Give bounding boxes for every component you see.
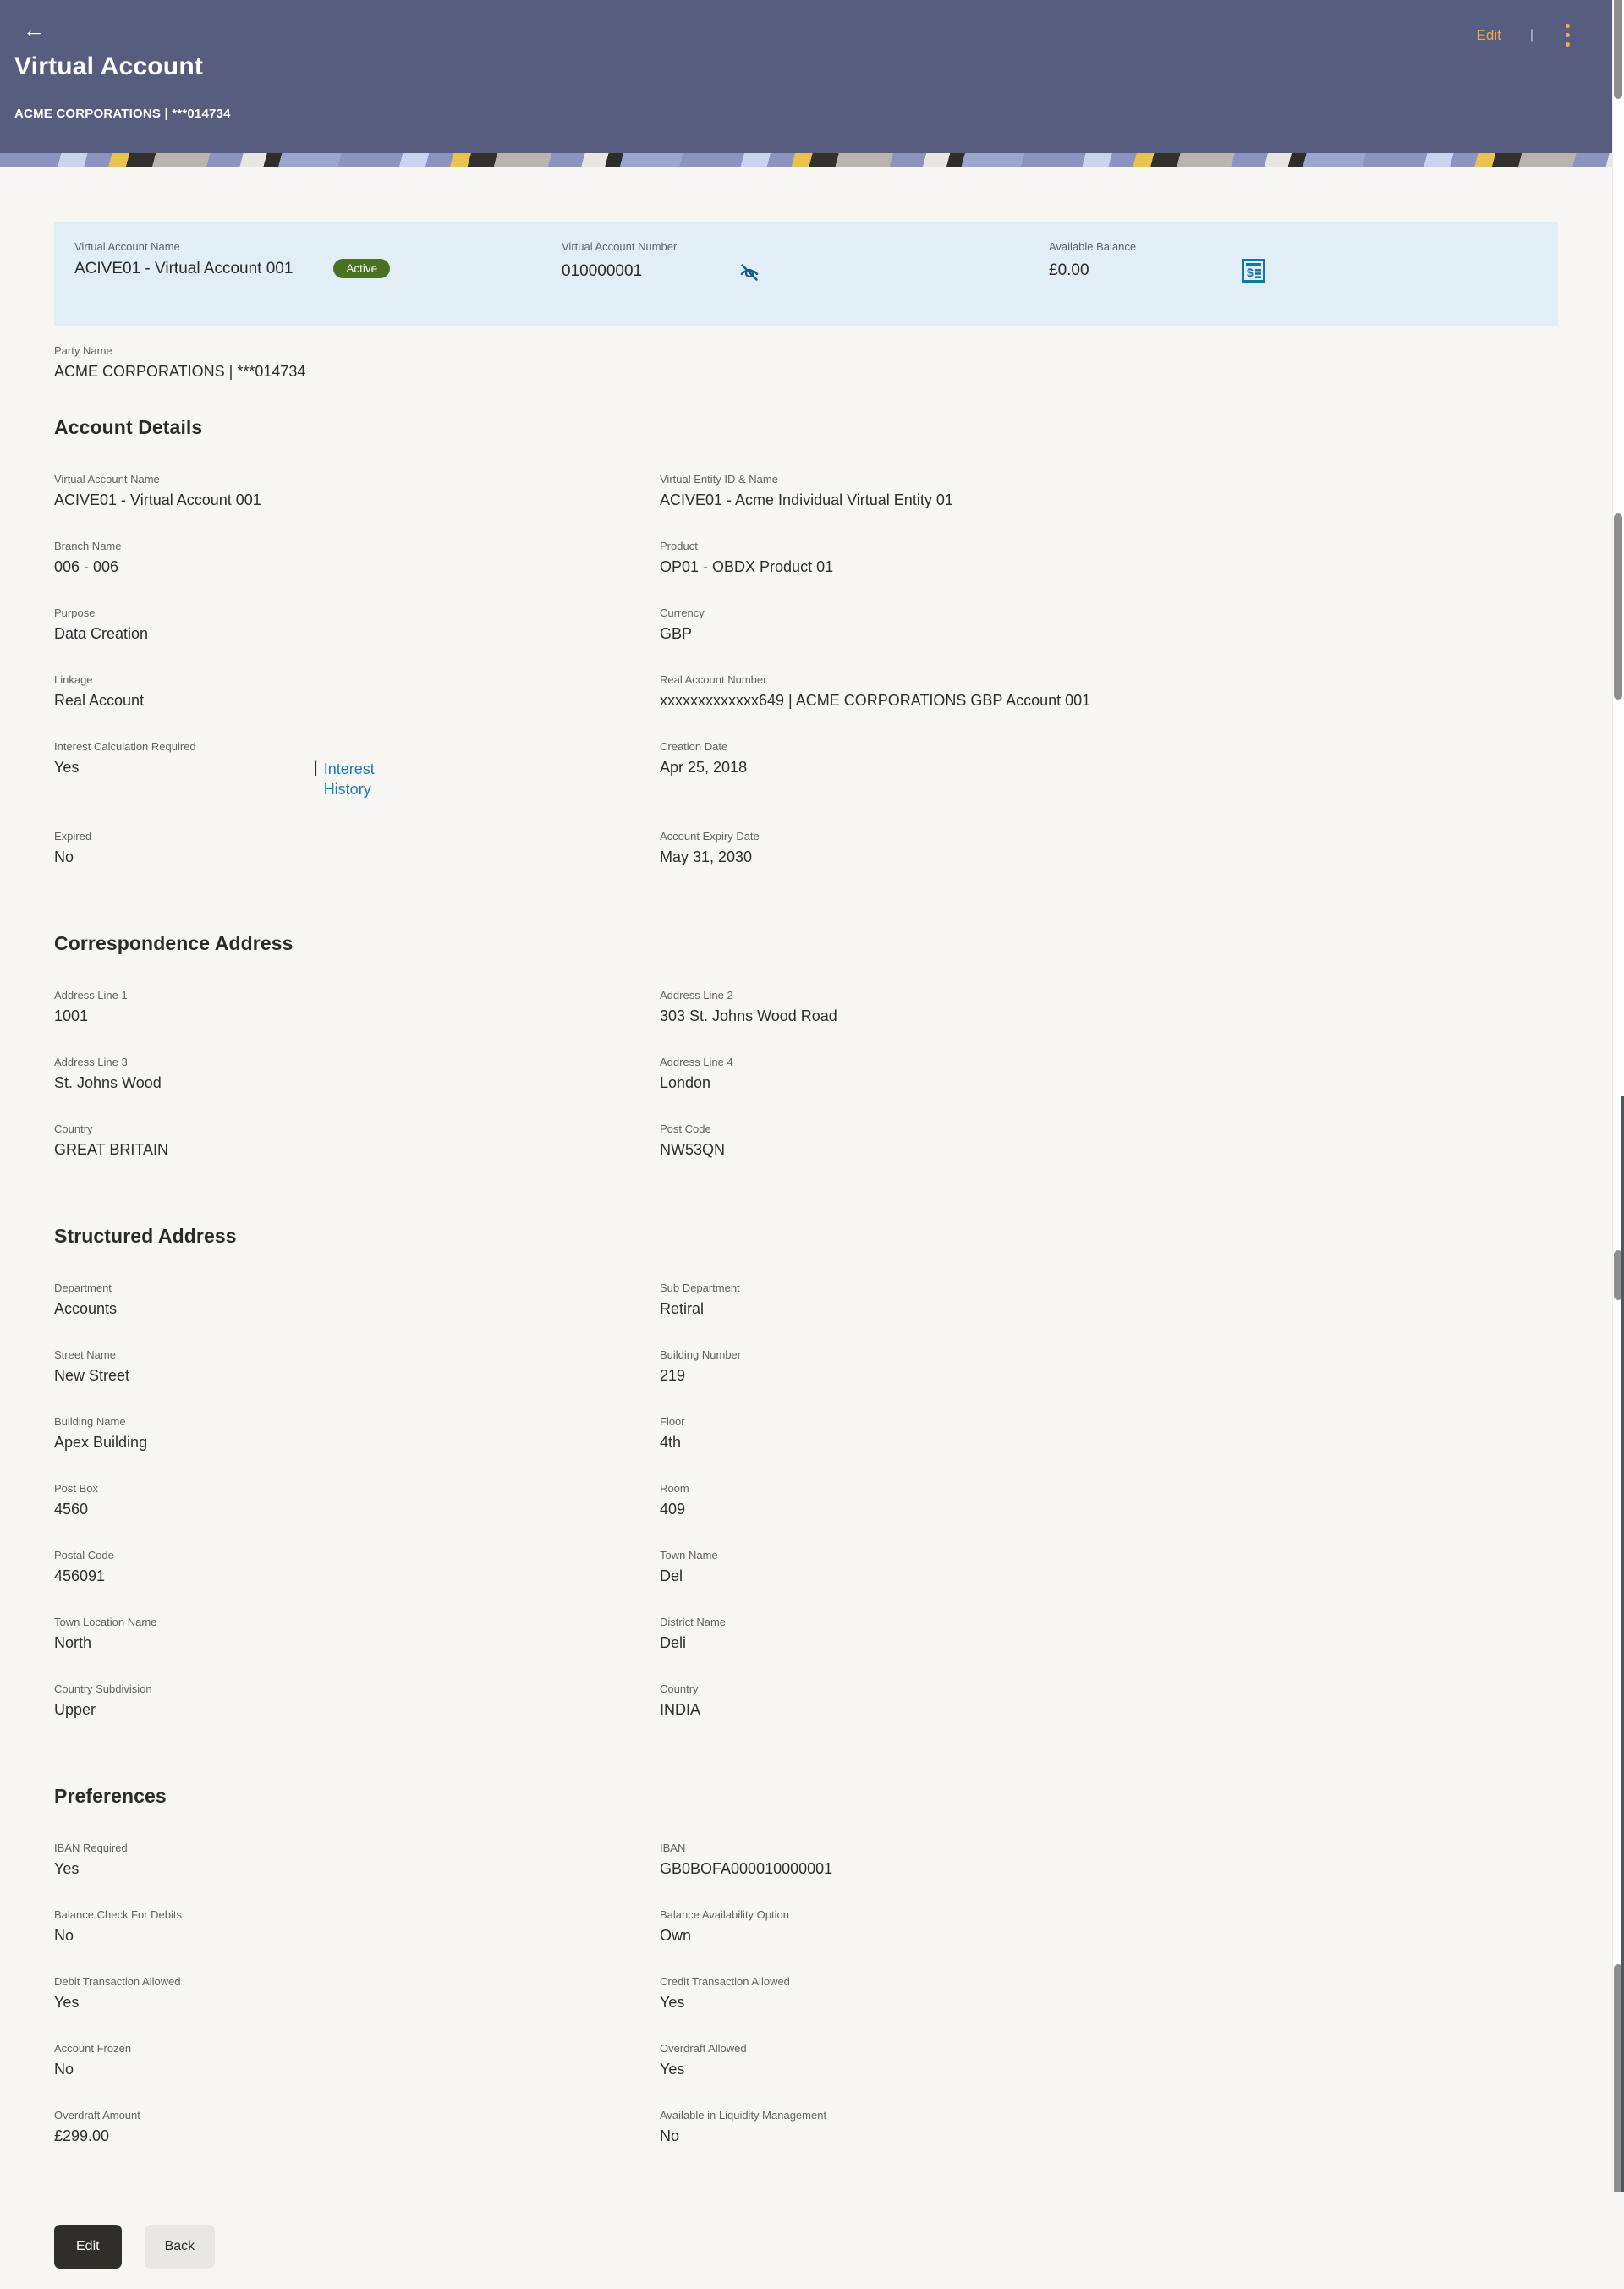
field-value-row: [54, 1135, 660, 1159]
field: [660, 2109, 1558, 2145]
field: [660, 1415, 1558, 1452]
section: [54, 1225, 1558, 1749]
summary-account-name: [74, 240, 562, 326]
field: [54, 1908, 660, 1945]
section: [54, 932, 1558, 1189]
field-value: No: [660, 2127, 680, 2144]
section: [54, 416, 1558, 897]
field-value-row: [660, 843, 1558, 866]
field: [54, 740, 660, 799]
field-label: District Name: [660, 1616, 727, 1628]
field-value: No: [54, 848, 74, 865]
field: [54, 607, 660, 643]
field-value: 456091: [54, 1567, 106, 1584]
field-label: Expired: [54, 830, 92, 843]
field-label: Post Code: [660, 1123, 711, 1135]
back-button[interactable]: Back: [145, 2225, 216, 2269]
field-value: £0.00: [1049, 261, 1089, 279]
field-value-row: [660, 486, 1558, 509]
svg-text:$: $: [1246, 266, 1254, 279]
field-value-row: [54, 1921, 660, 1945]
field: [660, 673, 1558, 710]
page-subtitle: ACME CORPORATIONS | ***014734: [14, 107, 231, 121]
field-label: Country Subdivision: [54, 1682, 152, 1695]
field-value: 303 St. Johns Wood Road: [660, 1007, 837, 1024]
field-value: Yes: [54, 1994, 80, 2011]
field-label: Address Line 4: [660, 1056, 733, 1068]
page-title: Virtual Account: [14, 52, 204, 80]
field-label: Balance Check For Debits: [54, 1908, 183, 1921]
field-value-row: [54, 619, 660, 643]
field-label: Department: [54, 1282, 112, 1294]
status-badge: Active: [333, 259, 390, 278]
kebab-menu-icon[interactable]: [1562, 22, 1573, 48]
field-label: Real Account Number: [660, 673, 767, 686]
field: [54, 540, 660, 576]
field-label: Overdraft Allowed: [660, 2042, 747, 2055]
field: [660, 1682, 1558, 1719]
field: [660, 1842, 1558, 1878]
field: [54, 673, 660, 710]
field: [660, 740, 1558, 799]
field: [660, 830, 1558, 866]
field-label: Sub Department: [660, 1282, 740, 1294]
field: [54, 830, 660, 866]
field-value: £299.00: [54, 2127, 110, 2144]
field-label: Virtual Entity ID & Name: [660, 473, 778, 486]
field-value: Yes: [54, 759, 80, 776]
field-label: Available Balance: [1049, 240, 1137, 253]
field-label: Debit Transaction Allowed: [54, 1975, 181, 1988]
field-value: ACIVE01 - Acme Individual Virtual Entity 01: [660, 491, 953, 508]
field-value: May 31, 2030: [660, 848, 753, 865]
field-value-row: [54, 1628, 660, 1652]
field-value: Deli: [660, 1634, 687, 1651]
field: [54, 1682, 660, 1719]
field-label: Credit Transaction Allowed: [660, 1975, 790, 1988]
party-name-field: [54, 344, 1558, 381]
field-value-row: [54, 1294, 660, 1318]
field-value-row: [660, 1294, 1558, 1318]
field-value-row: [660, 1988, 1558, 2012]
field-value-row: [54, 1988, 660, 2012]
field-value-row: [54, 1002, 660, 1025]
field-value: NW53QN: [660, 1141, 726, 1158]
header-divider: |: [1529, 27, 1533, 42]
field-label: Virtual Account Name: [54, 473, 160, 486]
field-label: IBAN: [660, 1842, 686, 1854]
field-value-row: [660, 1002, 1558, 1025]
header-actions: [1477, 22, 1573, 48]
field: [660, 1975, 1558, 2012]
field-value: Del: [660, 1567, 683, 1584]
field-value: New Street: [54, 1367, 130, 1384]
field-value: 010000001: [562, 262, 643, 280]
field: [660, 2042, 1558, 2078]
field-value: GB0BOFA000010000001: [660, 1860, 833, 1877]
field-value: Retiral: [660, 1300, 705, 1317]
field-value-row: [54, 1495, 660, 1518]
field-value: OP01 - OBDX Product 01: [660, 558, 834, 575]
summary-available-balance: [1049, 240, 1536, 326]
field-value-row: [660, 753, 1558, 777]
field-value-row: [660, 1921, 1558, 1945]
decorative-collage-strip: [0, 151, 1624, 167]
field-value: 4th: [660, 1434, 682, 1451]
field-value-row: [660, 1068, 1558, 1092]
field-value: 4560: [54, 1501, 89, 1518]
field-value: Yes: [54, 1860, 80, 1877]
field-value: Apr 25, 2018: [660, 759, 748, 776]
field-label: Street Name: [54, 1348, 116, 1361]
eye-slash-icon[interactable]: [737, 259, 762, 284]
field-value: ACIVE01 - Virtual Account 001: [54, 491, 261, 508]
field-value: xxxxxxxxxxxxx649 | ACME CORPORATIONS GBP Account 001: [660, 692, 1091, 709]
fields-grid: [54, 989, 1558, 1189]
field-value: St. Johns Wood: [54, 1074, 162, 1091]
field-label: Product: [660, 540, 698, 552]
field-label: Branch Name: [54, 540, 122, 552]
field: [54, 1975, 660, 2012]
field: [660, 989, 1558, 1025]
field-label: Country: [54, 1123, 93, 1135]
header-edit-link[interactable]: Edit: [1476, 26, 1501, 43]
field: [54, 1056, 660, 1092]
field-value-row: [660, 619, 1558, 643]
field-value-row: [54, 486, 660, 509]
field: [54, 1348, 660, 1385]
field: [660, 1056, 1558, 1092]
field-label: Building Name: [54, 1415, 126, 1428]
field-value: GREAT BRITAIN: [54, 1141, 169, 1158]
field-value: 409: [660, 1501, 686, 1518]
field-label: Virtual Account Number: [562, 240, 678, 253]
field-label: Postal Code: [54, 1549, 114, 1562]
field-label: Town Location Name: [54, 1616, 157, 1628]
fields-grid: [54, 1282, 1558, 1749]
field-value-row: [660, 1495, 1558, 1518]
field: [54, 473, 660, 509]
field-label: Town Name: [660, 1549, 718, 1562]
field-value: INDIA: [660, 1701, 701, 1718]
main-content: [0, 167, 1624, 2289]
field-value-row: [660, 1428, 1558, 1452]
field-value: 1001: [54, 1007, 89, 1024]
field-value-row: [660, 552, 1558, 576]
field-value: GBP: [660, 625, 693, 642]
field-value: North: [54, 1634, 92, 1651]
field: [660, 1348, 1558, 1385]
field-label: Virtual Account Name: [74, 240, 180, 253]
account-summary-card: [54, 222, 1558, 326]
field: [660, 1123, 1558, 1159]
scrollbar-thumb[interactable]: [1614, 0, 1622, 99]
field-label: Creation Date: [660, 740, 728, 753]
field-value-row: [660, 1562, 1558, 1585]
field-label: Account Frozen: [54, 2042, 132, 2055]
field-label: Floor: [660, 1415, 685, 1428]
field-value-row: [54, 1854, 660, 1878]
field: [54, 989, 660, 1025]
footer-actions: [54, 2225, 1558, 2289]
field: [54, 1123, 660, 1159]
field: [660, 540, 1558, 576]
field: [660, 607, 1558, 643]
link-separator: |: [314, 759, 318, 776]
field-value-row: [660, 1854, 1558, 1878]
section-title: Preferences: [54, 1785, 167, 1807]
field: [660, 1616, 1558, 1652]
field-value-row: [54, 1068, 660, 1092]
field-value-row: [54, 753, 660, 799]
field-value-row: [660, 1628, 1558, 1652]
field: [54, 1482, 660, 1518]
field-value-row: [660, 2055, 1558, 2078]
field-label: Account Expiry Date: [660, 830, 760, 843]
back-arrow-icon[interactable]: ←: [23, 17, 45, 42]
field-label: Interest Calculation Required: [54, 740, 196, 753]
field-value-row: [54, 1361, 660, 1385]
scrollbar-track[interactable]: [1612, 0, 1624, 2192]
field: [660, 1282, 1558, 1318]
field-label: Address Line 3: [54, 1056, 128, 1068]
field-label: Address Line 2: [660, 989, 733, 1002]
field-value-row: [54, 2122, 660, 2145]
field: [660, 1482, 1558, 1518]
field-value: No: [54, 1927, 74, 1944]
field-label: Country: [660, 1682, 699, 1695]
field-value-row: [54, 2055, 660, 2078]
field-value-row: [54, 1562, 660, 1585]
field-value: Real Account: [54, 692, 145, 709]
sections: [54, 416, 1558, 2176]
field-label: Post Box: [54, 1482, 99, 1495]
field-label: Overdraft Amount: [54, 2109, 140, 2122]
field-value: ACME CORPORATIONS | ***014734: [54, 363, 306, 380]
field-label: Balance Availability Option: [660, 1908, 789, 1921]
section: [54, 1785, 1558, 2176]
interest-history-link[interactable]: Interest History: [323, 760, 375, 798]
field-value: Data Creation: [54, 625, 149, 642]
field-value-row: [660, 1695, 1558, 1719]
field-value: 006 - 006: [54, 558, 119, 575]
field-value-row: [660, 1361, 1558, 1385]
field-value: Apex Building: [54, 1434, 148, 1451]
field-label: Party Name: [54, 344, 112, 357]
section-title: Account Details: [54, 416, 203, 438]
field-value: London: [660, 1074, 711, 1091]
field-label: IBAN Required: [54, 1842, 128, 1854]
field-label: Building Number: [660, 1348, 742, 1361]
field-value-row: [54, 1695, 660, 1719]
field: [54, 1549, 660, 1585]
balance-statement-icon[interactable]: [1242, 259, 1265, 283]
field-value: Yes: [660, 2061, 685, 2078]
section-title: Structured Address: [54, 1225, 237, 1247]
field-label: Linkage: [54, 673, 93, 686]
edit-button[interactable]: Edit: [54, 2225, 122, 2269]
field-value-row: [660, 1135, 1558, 1159]
field: [54, 1616, 660, 1652]
field: [660, 473, 1558, 509]
field-value: ACIVE01 - Virtual Account 001: [74, 259, 294, 277]
field-value: Accounts: [54, 1300, 118, 1317]
field-value: No: [54, 2061, 74, 2078]
scrollbar-thumb[interactable]: [1614, 513, 1622, 700]
field-label: Room: [660, 1482, 689, 1495]
field-value-row: [54, 686, 660, 710]
field-label: Purpose: [54, 607, 96, 619]
field-label: Currency: [660, 607, 705, 619]
field: [54, 2042, 660, 2078]
field: [54, 1415, 660, 1452]
field-value-row: [54, 1428, 660, 1452]
field-value-row: [660, 2122, 1558, 2145]
app-header: [0, 0, 1624, 151]
section-title: Correspondence Address: [54, 932, 294, 954]
field-value-row: [54, 843, 660, 866]
field-value: Own: [660, 1927, 692, 1944]
summary-account-number: [562, 240, 1049, 326]
field-value: Upper: [54, 1701, 96, 1718]
field-label: Address Line 1: [54, 989, 128, 1002]
field: [54, 1282, 660, 1318]
field-value-row: [660, 686, 1558, 710]
field: [660, 1549, 1558, 1585]
field: [660, 1908, 1558, 1945]
field-value: Yes: [660, 1994, 685, 2011]
field: [54, 2109, 660, 2145]
field-label: Available in Liquidity Management: [660, 2109, 827, 2122]
field-value-row: [54, 552, 660, 576]
fields-grid: [54, 1842, 1558, 2176]
field: [54, 1842, 660, 1878]
fields-grid: [54, 473, 1558, 897]
field-value: 219: [660, 1367, 686, 1384]
